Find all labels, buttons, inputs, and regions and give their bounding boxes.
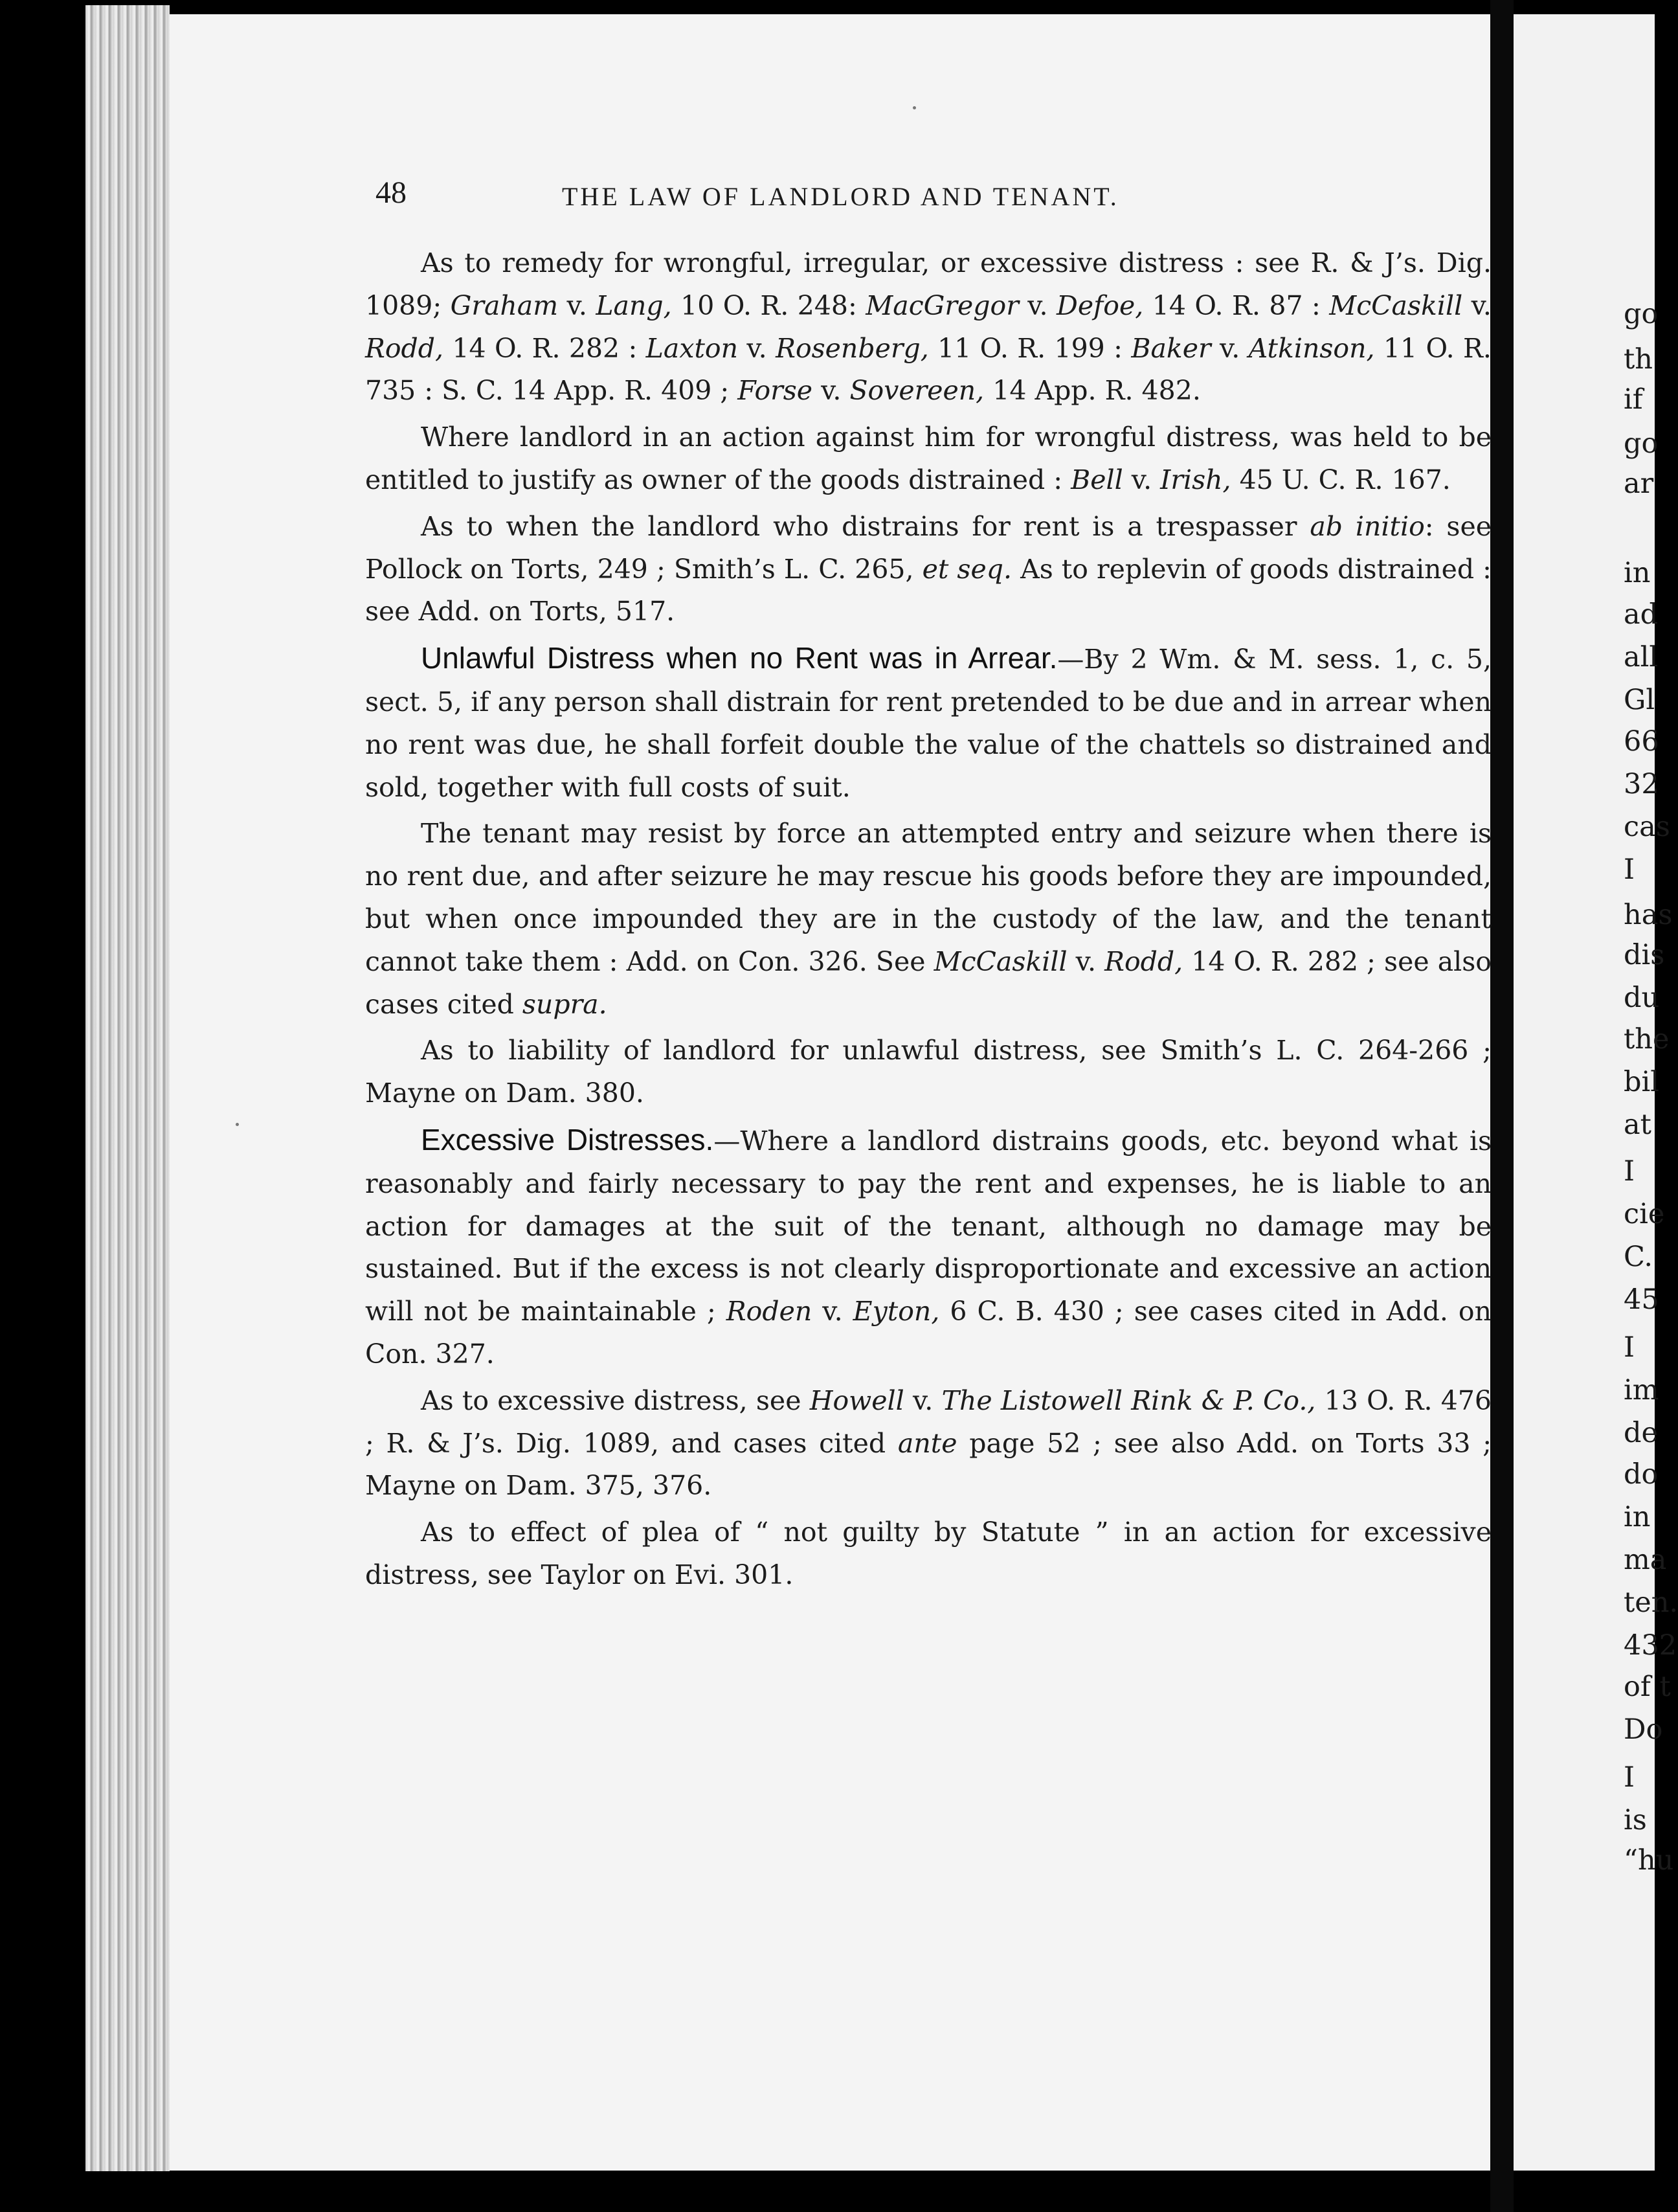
text-run: v.	[812, 375, 850, 407]
italic-citation: McCaskill	[1329, 289, 1463, 321]
italic-citation: ante	[897, 1427, 957, 1459]
paragraph	[365, 416, 1492, 502]
italic-citation: Sovereen,	[849, 375, 985, 407]
paragraph	[365, 1511, 1492, 1597]
text-run: 14 O. R. 282 ; see also cases cited	[365, 945, 1492, 1020]
text-run: 14 App. R. 482.	[984, 375, 1201, 407]
facing-page-fragment: I	[1624, 853, 1635, 886]
text-run: v.	[738, 332, 776, 364]
italic-citation: Forse	[737, 375, 813, 407]
text-run: The tenant may resist by force an attempted entry and seizure when there is no rent due, and after seizure he may rescue his goods before they are impounded, but when once impounded they are in the custody of the law, and the tenant cannot take them : Add. on Con. 326. See	[365, 818, 1492, 977]
text-run: v.	[1067, 945, 1105, 977]
italic-citation: Rodd,	[365, 332, 444, 364]
facing-page-fragment: in	[1624, 557, 1651, 589]
running-head: THE LAW OF LANDLORD AND TENANT.	[562, 182, 1119, 211]
text-run: As to effect of plea of “ not guilty by Statute ” in an action for excessive distress, see Taylor on Evi. 301.	[365, 1517, 1492, 1590]
page-stack-edge	[85, 5, 170, 2171]
italic-citation: Rodd,	[1104, 945, 1183, 977]
italic-citation: Graham	[450, 289, 559, 321]
text-run: 11 O. R. 735 : S. C. 14 App. R. 409 ;	[365, 332, 1492, 407]
facing-page-fragment: th	[1624, 343, 1653, 376]
text-run: v.	[1018, 289, 1057, 321]
facing-page-fragment: bil	[1624, 1066, 1660, 1098]
italic-citation: Eyton,	[853, 1296, 940, 1327]
italic-citation: Roden	[726, 1296, 812, 1327]
text-run: 45 U. C. R. 167.	[1231, 464, 1451, 495]
text-run: —Where a landlord distrains goods, etc. beyond what is reasonably and fairly necessary to pay the rent and expenses, he is liable to an action for damages at the suit of the tenant, although no damage may be sustained. But if the excess is not clearly disproportionate and excessive an action will not be maintainable ;	[365, 1125, 1492, 1327]
text-run: v.	[1123, 464, 1161, 495]
facing-page-fragment: Gl	[1624, 684, 1655, 716]
text-run: 10 O. R. 248:	[671, 289, 866, 321]
paragraph	[365, 1380, 1492, 1507]
italic-citation: Irish,	[1160, 464, 1231, 495]
italic-citation: Rosenberg,	[776, 332, 929, 364]
facing-page-fragment: 45	[1624, 1283, 1659, 1316]
facing-page-fragment: all	[1624, 641, 1659, 673]
paragraph	[365, 506, 1492, 633]
text-run: page 52 ; see also Add. on Torts 33 ; Mayne on Dam. 375, 376.	[365, 1427, 1492, 1502]
facing-page-fragment: I	[1624, 1761, 1635, 1794]
italic-citation: Atkinson,	[1248, 332, 1375, 364]
text-run: Where landlord in an action against him for wrongful distress, was held to be entitled to justify as owner of the goods distrained :	[365, 422, 1492, 495]
text-run: v.	[904, 1384, 942, 1416]
speck-mark	[913, 106, 916, 109]
speck-mark	[236, 1123, 239, 1126]
facing-page-fragment: is	[1624, 1804, 1647, 1836]
facing-page-fragment: the	[1624, 1023, 1670, 1055]
facing-page-fragment: dis	[1624, 939, 1665, 971]
facing-page-fragment: 432	[1624, 1629, 1677, 1662]
facing-page-fragment: of t	[1624, 1671, 1671, 1703]
facing-page-fragment: Do	[1624, 1713, 1663, 1746]
text-run: 14 O. R. 282 :	[443, 332, 646, 364]
text-run: —By 2 Wm. & M. sess. 1, c. 5, sect. 5, if any person shall distrain for rent pretended to be due and in arrear when no rent was due, he shall forfeit double the value of the chattels so distrained and sold, together with full costs of suit.	[365, 644, 1492, 803]
italic-citation: Laxton	[645, 332, 739, 364]
italic-citation: Howell	[809, 1384, 904, 1416]
facing-page-fragment: has	[1624, 899, 1673, 931]
facing-page-fragment: go	[1624, 298, 1659, 330]
facing-page-fragment: de	[1624, 1417, 1658, 1449]
facing-page-fragment: cas	[1624, 811, 1670, 843]
text-run: 6 C. B. 430 ; see cases cited in Add. on Con. 327.	[365, 1296, 1492, 1370]
body-text	[365, 242, 1492, 1601]
facing-page-fragment: C.	[1624, 1241, 1653, 1273]
facing-page-fragment: ad	[1624, 598, 1659, 631]
facing-page-fragment: ar	[1624, 468, 1654, 500]
facing-page-fragment: at	[1624, 1109, 1651, 1141]
text-run: v.	[558, 289, 596, 321]
paragraph	[365, 242, 1492, 412]
section-heading: Excessive Distresses.	[421, 1122, 714, 1157]
paragraph	[365, 813, 1492, 1026]
facing-page-fragment: ma	[1624, 1544, 1667, 1576]
italic-citation: McCaskill	[934, 945, 1068, 977]
paragraph	[365, 1030, 1492, 1115]
text-run: v.	[812, 1296, 853, 1327]
text-run: v.	[1462, 289, 1492, 321]
paragraph	[365, 637, 1492, 809]
text-run: : see Pollock on Torts, 249 ; Smith’s L. C. 265,	[365, 510, 1492, 585]
facing-page-fragment: “hu	[1624, 1844, 1674, 1877]
text-run: 13 O. R. 476 ; R. & J’s. Dig. 1089, and cases cited	[365, 1384, 1492, 1459]
page-number: 48	[375, 175, 407, 210]
italic-citation: The Listowell Rink & P. Co.,	[941, 1384, 1316, 1416]
italic-citation: ab initio	[1310, 510, 1425, 542]
text-run: 11 O. R. 199 :	[928, 332, 1132, 364]
facing-page-fragment: im	[1624, 1374, 1659, 1406]
facing-page-fragment: cie	[1624, 1198, 1665, 1230]
facing-page-fragment: go	[1624, 427, 1659, 460]
gutter-shadow	[1490, 0, 1514, 2212]
facing-page-fragment: ten.	[1624, 1586, 1678, 1619]
text-run: As to liability of landlord for unlawful distress, see Smith’s L. C. 264-266 ; Mayne on Dam. 380.	[365, 1035, 1492, 1109]
facing-page-fragment: 66	[1624, 725, 1659, 758]
text-run: As to remedy for wrongful, irregular, or excessive distress : see R. & J’s. Dig. 1089;	[365, 247, 1492, 321]
facing-page-fragment: du	[1624, 982, 1660, 1014]
italic-citation: Lang,	[596, 289, 672, 321]
text-run: As to replevin of goods distrained : see Add. on Torts, 517.	[365, 553, 1492, 627]
facing-page-fragment: I	[1624, 1331, 1635, 1364]
italic-citation: et seq.	[922, 553, 1012, 585]
facing-page-fragment: do	[1624, 1458, 1659, 1491]
text-run: 14 O. R. 87 :	[1143, 289, 1330, 321]
facing-page-fragment: in	[1624, 1501, 1651, 1533]
text-run: As to when the landlord who distrains for rent is a trespasser	[421, 510, 1310, 542]
section-heading: Unlawful Distress when no Rent was in Arrear.	[421, 641, 1058, 675]
italic-citation: Bell	[1071, 464, 1123, 495]
italic-citation: Baker	[1131, 332, 1211, 364]
book-page	[170, 14, 1490, 2171]
italic-citation: MacGregor	[866, 289, 1019, 321]
text-run: As to excessive distress, see	[421, 1384, 810, 1416]
facing-page-fragment: 32	[1624, 768, 1659, 800]
italic-citation: Defoe,	[1057, 289, 1144, 321]
facing-page-fragment: I	[1624, 1155, 1635, 1188]
facing-page-fragment: if	[1624, 383, 1643, 416]
italic-citation: supra.	[522, 988, 607, 1020]
paragraph	[365, 1119, 1492, 1376]
text-run: v.	[1211, 332, 1249, 364]
